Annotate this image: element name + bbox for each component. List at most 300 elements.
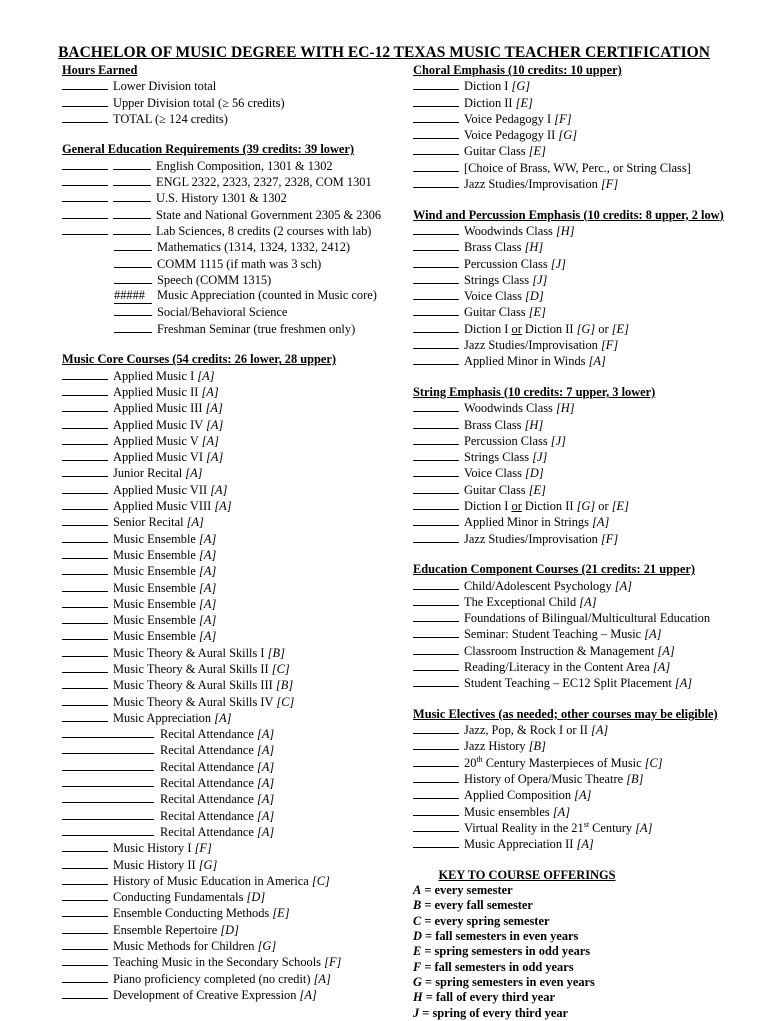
offering-code: [A] [257, 743, 275, 758]
blank-line[interactable] [413, 804, 459, 816]
list-item [62, 417, 402, 433]
course-name: Music Methods for Children [113, 939, 255, 954]
course-name: Ensemble Conducting Methods [113, 906, 270, 921]
blank-line[interactable] [413, 95, 459, 107]
blank-line[interactable] [413, 514, 459, 526]
choral-list [413, 78, 753, 192]
list-item [413, 160, 753, 176]
course-name: Music Appreciation II [464, 837, 574, 852]
list-item [62, 987, 402, 1003]
section-header: Wind and Percussion Emphasis (10 credits: 8 upper, 2 low) [413, 207, 724, 222]
list-item [413, 787, 753, 803]
offering-code: [B] [267, 645, 285, 660]
list-item [413, 272, 753, 288]
offering-code: [E] [528, 482, 546, 497]
course-name: Brass Class [464, 240, 522, 255]
blank-line[interactable] [62, 95, 108, 107]
course-name: Recital Attendance [160, 824, 254, 839]
course-name: The Exceptional Child [464, 594, 577, 609]
blank-line[interactable] [413, 78, 459, 90]
list-item [62, 111, 402, 127]
offering-code: [A] [592, 515, 610, 530]
electives-list [413, 722, 753, 852]
offering-code: [H] [524, 240, 544, 255]
offering-code: [A] [197, 368, 215, 383]
blank-line[interactable] [62, 840, 108, 852]
core-list [62, 368, 402, 1004]
offering-code: [H] [524, 417, 544, 432]
course-name: Music Appreciation [113, 710, 212, 725]
offering-code: [A] [652, 659, 671, 674]
blank-line[interactable] [62, 808, 154, 820]
offering-code: [J] [550, 256, 566, 271]
blank-line[interactable] [413, 449, 459, 461]
key-letter: E [413, 944, 422, 959]
section-choral [413, 63, 753, 192]
blank-line[interactable] [62, 207, 108, 219]
offering-code: [A] [257, 808, 275, 823]
course-name: Recital Attendance [160, 792, 254, 807]
offering-code: [G] [576, 499, 596, 514]
blank-line[interactable] [413, 337, 459, 349]
blank-line[interactable] [114, 272, 152, 284]
or-connector: or [595, 499, 612, 514]
blank-line[interactable] [413, 771, 459, 783]
blank-line[interactable] [62, 612, 108, 624]
list-item [413, 465, 753, 481]
key-description: = fall semesters in odd years [421, 959, 574, 974]
hash-mark: ##### [114, 288, 152, 304]
course-name: Development of Creative Expression [113, 987, 297, 1002]
course-name: Jazz Studies/Improvisation [464, 177, 598, 192]
offering-code: [A] [201, 433, 219, 448]
key-letter: H [413, 990, 423, 1005]
list-item [62, 190, 402, 206]
course-name: Voice Pedagogy II [464, 128, 556, 143]
course-name: Diction I [464, 321, 512, 336]
blank-line[interactable] [114, 256, 152, 268]
course-name: Jazz Studies/Improvisation [464, 531, 598, 546]
blank-line[interactable] [413, 482, 459, 494]
course-name: Music Theory & Aural Skills IV [113, 694, 274, 709]
blank-line[interactable] [413, 594, 459, 606]
offering-code: [A] [635, 820, 653, 835]
key-title: KEY TO COURSE OFFERINGS [438, 867, 616, 882]
blank-line[interactable] [62, 531, 108, 543]
offering-code: [A] [257, 824, 275, 839]
list-item [413, 883, 753, 898]
offering-code: [C] [311, 873, 330, 888]
key-letter: F [413, 959, 422, 974]
list-item [413, 820, 753, 836]
course-name: Jazz, Pop, & Rock I or II [464, 723, 588, 738]
list-item [413, 531, 753, 547]
key-description: = spring of every third year [419, 1005, 569, 1020]
blank-line[interactable] [413, 353, 459, 365]
offering-code: [A] [214, 710, 232, 725]
blank-line[interactable] [413, 465, 459, 477]
blank-line[interactable] [62, 596, 108, 608]
blank-line[interactable] [62, 498, 108, 510]
blank-line[interactable] [113, 158, 151, 170]
blank-line[interactable] [113, 190, 151, 202]
key-letter: C [413, 913, 422, 928]
key-letter: J [413, 1005, 420, 1020]
offering-code: [A] [199, 613, 217, 628]
offering-code: [A] [313, 971, 331, 986]
offering-code: [A] [199, 564, 217, 579]
course-name: Seminar: Student Teaching – Music [464, 627, 642, 642]
blank-line[interactable] [62, 857, 108, 869]
course-name: Recital Attendance [160, 727, 254, 742]
course-name: Lab Sciences, 8 credits (2 courses with lab) [156, 223, 372, 238]
blank-line[interactable] [413, 626, 459, 638]
blank-line[interactable] [62, 449, 108, 461]
course-name: Recital Attendance [160, 776, 254, 791]
blank-line[interactable] [114, 321, 152, 333]
key-description: = spring semesters in odd years [421, 944, 591, 959]
blank-line[interactable] [413, 820, 459, 832]
blank-line[interactable] [413, 111, 459, 123]
course-name: Guitar Class [464, 482, 526, 497]
course-name: Social/Behavioral Science [157, 305, 288, 320]
blank-line[interactable] [413, 417, 459, 429]
course-name: Applied Music VII [113, 482, 208, 497]
blank-line[interactable] [62, 400, 108, 412]
blank-line[interactable] [62, 922, 108, 934]
course-name: Music Theory & Aural Skills III [113, 678, 273, 693]
list-item [413, 836, 753, 852]
offering-code: [A] [257, 776, 275, 791]
section-header: Education Component Courses (21 credits: 21 upper) [413, 562, 696, 577]
course-name: Applied Music II [113, 384, 199, 399]
blank-line[interactable] [62, 905, 108, 917]
offering-code: [H] [555, 401, 575, 416]
offering-code: [A] [257, 727, 275, 742]
course-name: Voice Pedagogy I [464, 111, 552, 126]
blank-line[interactable] [62, 482, 108, 494]
blank-line[interactable] [413, 610, 459, 622]
blank-line[interactable] [62, 645, 108, 657]
blank-line[interactable] [62, 710, 108, 722]
list-item [62, 954, 402, 970]
offering-code: [G] [576, 321, 596, 336]
wind-list [413, 223, 753, 370]
course-name: Foundations of Bilingual/Multicultural Education [464, 611, 711, 626]
list-item [62, 272, 402, 288]
offering-code: [A] [591, 723, 609, 738]
blank-line[interactable] [62, 791, 154, 803]
list-item [62, 645, 402, 661]
blank-line[interactable] [62, 759, 154, 771]
course-name: Music Ensemble [113, 564, 196, 579]
list-item [62, 710, 402, 726]
course-name: U.S. History 1301 & 1302 [156, 191, 287, 206]
blank-line[interactable] [413, 755, 459, 767]
course-name: Applied Music IV [113, 417, 203, 432]
blank-line[interactable] [114, 304, 152, 316]
blank-line[interactable] [413, 400, 459, 412]
course-name: Student Teaching – EC12 Split Placement [464, 676, 672, 691]
offering-code: [D] [246, 890, 266, 905]
section-key [413, 868, 753, 1021]
blank-line[interactable] [413, 675, 459, 687]
key-description: = spring semesters in even years [421, 974, 595, 989]
offering-code: [A] [644, 627, 662, 642]
course-name: Music Ensemble [113, 531, 196, 546]
blank-line[interactable] [413, 738, 459, 750]
offering-code: [J] [550, 433, 566, 448]
blank-line[interactable] [62, 547, 108, 559]
string-list [413, 400, 753, 547]
blank-line[interactable] [62, 824, 154, 836]
blank-line[interactable] [62, 742, 154, 754]
offering-code: [C] [271, 661, 290, 676]
list-item [413, 755, 753, 771]
blank-line[interactable] [413, 160, 459, 172]
course-name: History of Opera/Music Theatre [464, 772, 624, 787]
blank-line[interactable] [413, 272, 459, 284]
course-name: Music Theory & Aural Skills I [113, 645, 265, 660]
blank-line[interactable] [413, 578, 459, 590]
blank-line[interactable] [413, 643, 459, 655]
blank-line[interactable] [413, 531, 459, 543]
list-item [413, 176, 753, 192]
course-name: Upper Division total (≥ 56 credits) [113, 95, 285, 110]
blank-line[interactable] [62, 971, 108, 983]
blank-line[interactable] [62, 628, 108, 640]
offering-code: [G] [257, 939, 277, 954]
offering-code: [A] [614, 578, 632, 593]
offering-code: [A] [210, 482, 228, 497]
blank-line[interactable] [62, 661, 108, 673]
list-item [62, 531, 402, 547]
list-item [413, 337, 753, 353]
list-item [62, 824, 402, 840]
blank-line[interactable] [62, 580, 108, 592]
blank-line[interactable] [62, 873, 108, 885]
blank-line[interactable] [62, 174, 108, 186]
course-name: 20th Century Masterpieces of Music [464, 754, 642, 770]
list-item [62, 400, 402, 416]
course-name: Music Appreciation (counted in Music core) [157, 288, 377, 303]
offering-code: [A] [574, 788, 592, 803]
course-name: Music ensembles [464, 804, 550, 819]
blank-line[interactable] [62, 190, 108, 202]
course-name: Applied Music VIII [113, 499, 212, 514]
list-item [62, 223, 402, 239]
blank-line[interactable] [62, 78, 108, 90]
offering-code: [E] [611, 499, 629, 514]
course-name: Music History II [113, 857, 196, 872]
blank-line[interactable] [62, 563, 108, 575]
course-name: Piano proficiency completed (no credit) [113, 971, 311, 986]
list-item [62, 465, 402, 481]
section-header: General Education Requirements (39 credits: 39 lower) [62, 142, 355, 157]
blank-line[interactable] [62, 368, 108, 380]
list-item [62, 938, 402, 954]
list-item [62, 596, 402, 612]
course-name: Voice Class [464, 466, 522, 481]
blank-line[interactable] [62, 726, 154, 738]
offering-code: [A] [657, 643, 675, 658]
course-name: Diction I [464, 499, 512, 514]
blank-line[interactable] [413, 722, 459, 734]
blank-line[interactable] [413, 304, 459, 316]
list-item [62, 628, 402, 644]
course-name: Percussion Class [464, 433, 548, 448]
section-wind [413, 208, 753, 370]
list-item [62, 256, 402, 272]
list-item [413, 127, 753, 143]
offering-code: [B] [528, 739, 546, 754]
list-item [62, 174, 402, 190]
blank-line[interactable] [62, 514, 108, 526]
list-item [413, 659, 753, 675]
course-name: Strings Class [464, 450, 530, 465]
education-list [413, 578, 753, 692]
offering-code: [A] [674, 676, 693, 691]
list-item [62, 482, 402, 498]
list-item [413, 594, 753, 610]
section-electives [413, 707, 753, 853]
list-item [413, 239, 753, 255]
course-name: Applied Music III [113, 401, 203, 416]
list-item [62, 759, 402, 775]
blank-line[interactable] [62, 775, 154, 787]
blank-line[interactable] [413, 143, 459, 155]
offering-code: [A] [201, 384, 219, 399]
left-column [62, 63, 402, 1019]
blank-line[interactable] [413, 127, 459, 139]
or-connector: or [595, 321, 612, 336]
section-header: Hours Earned [62, 63, 138, 77]
offering-code: [A] [299, 987, 317, 1002]
course-name: Mathematics (1314, 1324, 1332, 2412) [157, 240, 351, 255]
blank-line[interactable] [413, 288, 459, 300]
blank-line[interactable] [62, 889, 108, 901]
blank-line[interactable] [413, 256, 459, 268]
blank-line[interactable] [113, 207, 151, 219]
offering-code: [F] [600, 338, 619, 353]
list-item [62, 742, 402, 758]
blank-line[interactable] [62, 677, 108, 689]
key-description: = fall of every third year [422, 990, 555, 1005]
list-item [413, 78, 753, 94]
course-name: Senior Recital [113, 515, 184, 530]
blank-line[interactable] [62, 158, 108, 170]
offering-code: [J] [532, 272, 548, 287]
offering-code: [A] [199, 629, 217, 644]
list-item [413, 304, 753, 320]
blank-line[interactable] [62, 417, 108, 429]
offering-code: [D] [525, 289, 544, 304]
key-description: = every spring semester [421, 913, 550, 928]
gened-list [62, 158, 402, 337]
section-header: String Emphasis (10 credits: 7 upper, 3 lower) [413, 384, 656, 399]
list-item [413, 482, 753, 498]
blank-line[interactable] [62, 223, 108, 235]
course-name: Speech (COMM 1315) [157, 272, 272, 287]
list-item [413, 514, 753, 530]
course-name: Virtual Reality in the 21st Century [464, 819, 633, 835]
offering-code: [B] [626, 772, 644, 787]
blank-line[interactable] [62, 111, 108, 123]
list-item [413, 944, 753, 959]
list-item [413, 975, 753, 990]
list-item [62, 78, 402, 94]
list-item [62, 775, 402, 791]
blank-line[interactable] [114, 239, 152, 251]
list-item [62, 563, 402, 579]
offering-code: [F] [600, 531, 619, 546]
list-item [413, 578, 753, 594]
list-item [413, 898, 753, 913]
list-item [62, 449, 402, 465]
key-letter: B [413, 898, 422, 913]
offering-code: [A] [199, 547, 217, 562]
course-name: Applied Music V [113, 433, 199, 448]
course-name: Recital Attendance [160, 743, 254, 758]
blank-line[interactable] [413, 239, 459, 251]
blank-line[interactable] [62, 938, 108, 950]
blank-line[interactable] [413, 321, 459, 333]
offering-code: [B] [275, 678, 294, 693]
course-name: Applied Music VI [113, 450, 203, 465]
offering-code: [J] [532, 450, 548, 465]
offering-code: [C] [644, 755, 663, 770]
course-name: Freshman Seminar (true freshmen only) [157, 321, 356, 336]
blank-line[interactable] [413, 176, 459, 188]
blank-line[interactable] [113, 174, 151, 186]
blank-line[interactable] [62, 954, 108, 966]
blank-line[interactable] [62, 465, 108, 477]
offering-code: [A] [257, 792, 275, 807]
course-name: COMM 1115 (if math was 3 sch) [157, 256, 322, 271]
list-item [62, 889, 402, 905]
blank-line[interactable] [62, 694, 108, 706]
blank-line[interactable] [413, 433, 459, 445]
offering-code: [A] [552, 804, 571, 819]
list-item [413, 960, 753, 975]
course-name: Music Ensemble [113, 596, 196, 611]
list-item [413, 929, 753, 944]
blank-line[interactable] [62, 987, 108, 999]
blank-line[interactable] [413, 787, 459, 799]
blank-line[interactable] [413, 223, 459, 235]
course-name: State and National Government 2305 & 2306 [156, 207, 382, 222]
blank-line[interactable] [62, 433, 108, 445]
list-item [62, 694, 402, 710]
course-name: Brass Class [464, 417, 522, 432]
offering-code: [A] [257, 759, 275, 774]
offering-code: [A] [579, 594, 597, 609]
blank-line[interactable] [113, 223, 151, 235]
key-letter: D [413, 929, 422, 944]
list-item [62, 207, 402, 223]
course-name: [Choice of Brass, WW, Perc., or String Class] [464, 160, 691, 175]
list-item [62, 922, 402, 938]
course-name: Teaching Music in the Secondary Schools [113, 955, 322, 970]
list-item [413, 498, 753, 514]
blank-line[interactable] [413, 836, 459, 848]
blank-line[interactable] [413, 659, 459, 671]
course-name: Applied Minor in Winds [464, 354, 586, 369]
list-item [62, 158, 402, 174]
offering-code: [E] [528, 305, 546, 320]
blank-line[interactable] [62, 384, 108, 396]
blank-line[interactable] [413, 498, 459, 510]
